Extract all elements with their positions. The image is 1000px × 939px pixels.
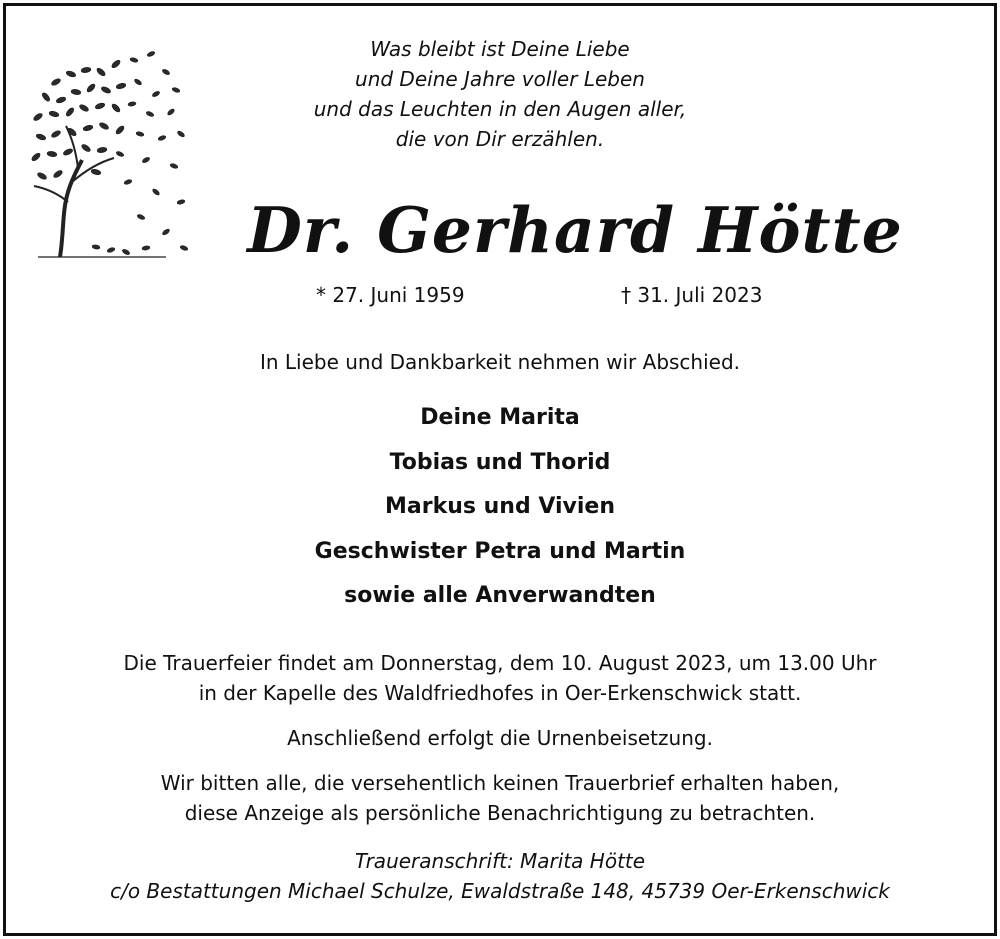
farewell-statement: In Liebe und Dankbarkeit nehmen wir Abschied. xyxy=(259,350,741,374)
poem-line: und das Leuchten in den Augen aller, xyxy=(313,97,687,121)
service-line: diese Anzeige als persönliche Benachrichtigung zu betrachten. xyxy=(184,801,816,825)
death-date: † 31. Juli 2023 xyxy=(621,283,763,307)
mourning-address xyxy=(0,846,1000,906)
mourner-name: Geschwister Petra und Martin xyxy=(314,538,686,564)
birth-date: * 27. Juni 1959 xyxy=(316,283,465,307)
address-line: Traueranschrift: Marita Hötte xyxy=(354,849,646,873)
poem-line: Was bleibt ist Deine Liebe xyxy=(370,37,630,61)
mourner-name: sowie alle Anverwandten xyxy=(344,583,656,608)
service-line: Wir bitten alle, die versehentlich keinen Trauerbrief erhalten haben, xyxy=(160,771,840,795)
deceased-name: Dr. Gerhard Hötte xyxy=(247,193,903,267)
mourner-name: Tobias und Thorid xyxy=(389,449,611,475)
service-line: Anschließend erfolgt die Urnenbeisetzung. xyxy=(287,726,713,750)
mourner-name: Markus und Vivien xyxy=(384,494,615,519)
address-line: c/o Bestattungen Michael Schulze, Ewaldstraße 148, 45739 Oer-Erkenschwick xyxy=(110,879,890,903)
poem-line: die von Dir erzählen. xyxy=(395,127,605,151)
service-line: in der Kapelle des Waldfriedhofes in Oer-Erkenschwick statt. xyxy=(198,681,802,705)
mourners-list xyxy=(0,396,1000,619)
mourner-name: Deine Marita xyxy=(420,405,580,430)
service-information xyxy=(0,648,1000,828)
memorial-poem xyxy=(0,34,1000,154)
service-line: Die Trauerfeier findet am Donnerstag, dem 10. August 2023, um 13.00 Uhr xyxy=(123,651,877,675)
poem-line: und Deine Jahre voller Leben xyxy=(355,67,645,91)
